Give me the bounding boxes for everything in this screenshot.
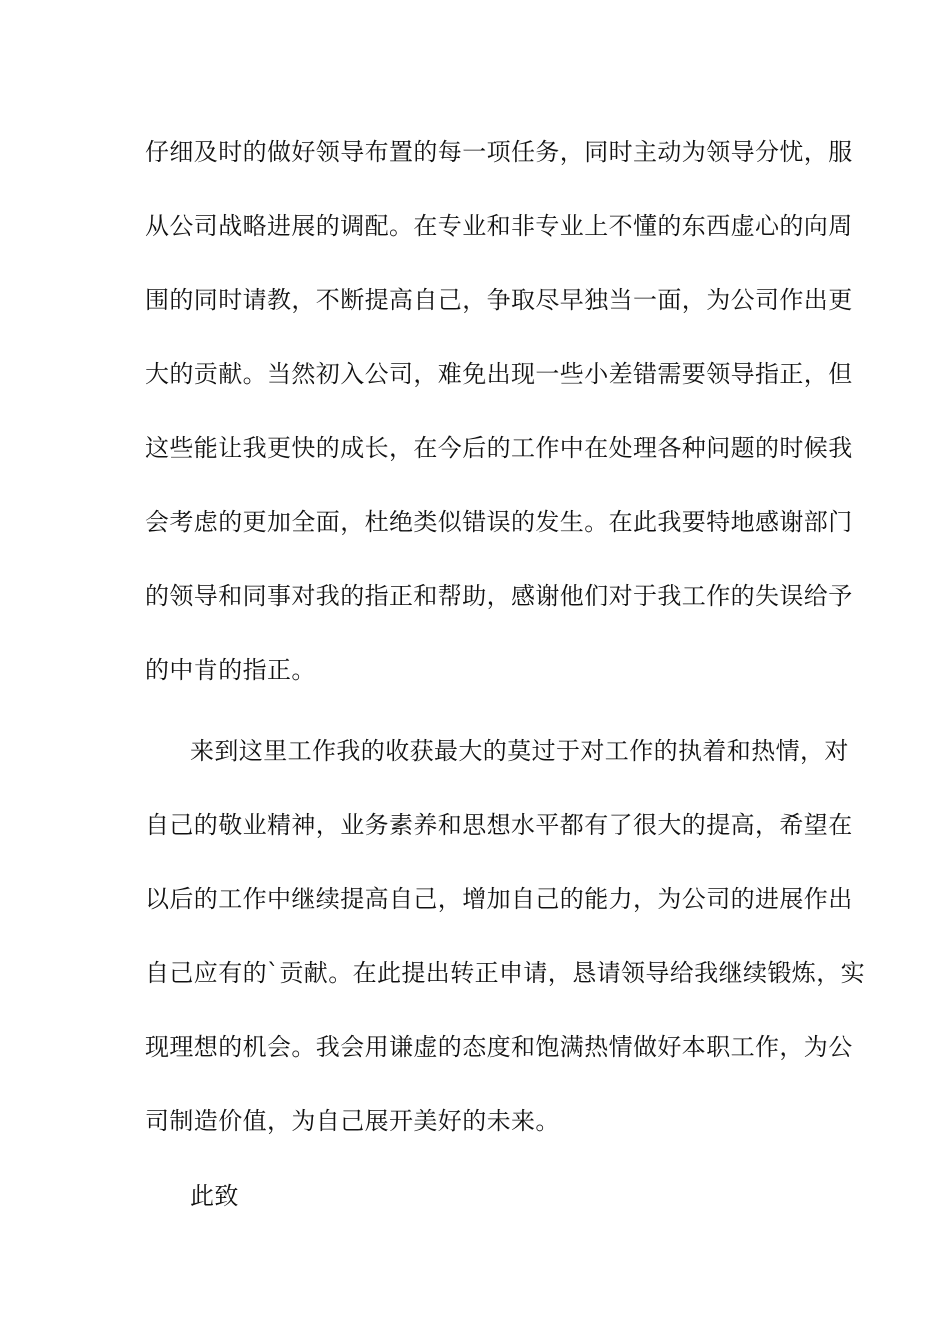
- text-line: 来到这里工作我的收获最大的莫过于对工作的执着和热情，对: [190, 737, 849, 765]
- text-line: 以后的工作中继续提高自己，增加自己的能力，为公司的进展作出: [145, 885, 853, 913]
- text-line: 自己的敬业精神，业务素养和思想水平都有了很大的提高，希望在: [145, 811, 853, 839]
- text-line: 从公司战略进展的调配。在专业和非专业上不懂的东西虚心的向周: [145, 212, 853, 240]
- text-line: 司制造价值，为自己展开美好的未来。: [145, 1107, 560, 1135]
- text-line: 自己应有的`贡献。在此提出转正申请，恳请领导给我继续锻炼，实: [145, 959, 865, 987]
- closing-salutation: 此致: [190, 1182, 239, 1210]
- text-line: 会考虑的更加全面，杜绝类似错误的发生。在此我要特地感谢部门: [145, 508, 853, 536]
- text-line: 围的同时请教，不断提高自己，争取尽早独当一面，为公司作出更: [145, 286, 853, 314]
- text-line: 大的贡献。当然初入公司，难免出现一些小差错需要领导指正，但: [145, 360, 853, 388]
- text-line: 仔细及时的做好领导布置的每一项任务，同时主动为领导分忧，服: [145, 138, 853, 166]
- text-line: 现理想的机会。我会用谦虚的态度和饱满热情做好本职工作，为公: [145, 1033, 853, 1061]
- text-line: 的中肯的指正。: [145, 656, 316, 684]
- text-line: 的领导和同事对我的指正和帮助，感谢他们对于我工作的失误给予: [145, 582, 853, 610]
- text-line: 这些能让我更快的成长，在今后的工作中在处理各种问题的时候我: [145, 434, 853, 462]
